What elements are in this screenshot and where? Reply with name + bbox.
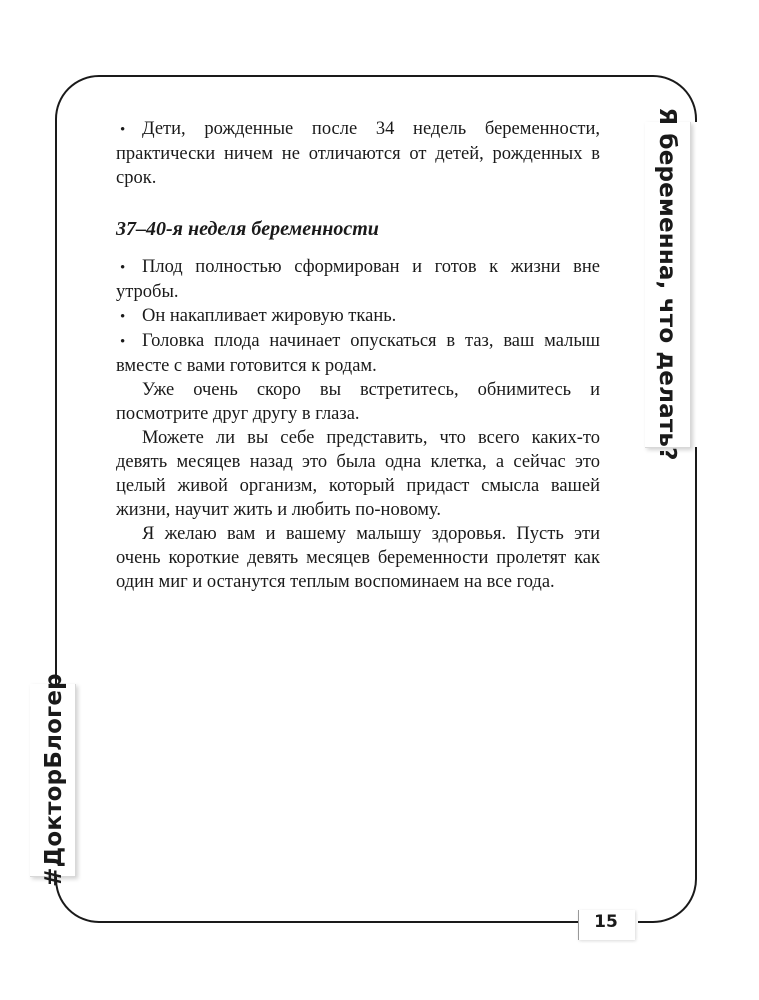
bullet-icon: • <box>120 260 126 276</box>
body-paragraph: Можете ли вы себе представить, что всего каких-то девять месяцев назад это была одна клетка, а сейчас это целый живой организм, который придаст смысла вашей жизни, научит жить и любить по-новому. <box>116 428 600 520</box>
chapter-title-vertical: Я беременна, что делать? <box>654 107 680 461</box>
list-item-text: Плод полностью сформирован и готов к жизни вне утробы. <box>116 257 600 302</box>
page-body <box>116 117 600 594</box>
body-paragraph: Уже очень скоро вы встретитесь, обнимитесь и посмотрите друг другу в глаза. <box>116 380 600 424</box>
list-item-text: Головка плода начинает опускаться в таз, ваш малыш вместе с вами готовится к родам. <box>116 331 600 376</box>
list-item-text: Дети, рожденные после 34 недель беременности, практически ничем не отличаются от детей, рожденных в срок. <box>116 119 600 188</box>
body-paragraph: Я желаю вам и вашему малышу здоровья. Пусть эти очень короткие девять месяцев беременности пролетят как один миг и останутся теплым воспоминаем на все года. <box>116 524 600 592</box>
page-number: 15 <box>594 912 618 932</box>
bullet-icon: • <box>120 309 126 325</box>
list-item <box>116 329 600 378</box>
list-item-text: Он накапливает жировую ткань. <box>142 306 397 326</box>
frame-gap-right <box>690 122 704 447</box>
bullet-icon: • <box>120 334 126 350</box>
hashtag-vertical: #ДокторБлогер <box>41 673 67 887</box>
list-item <box>116 304 600 329</box>
section-heading: 37–40-я неделя беременности <box>116 218 379 240</box>
list-item <box>116 117 600 190</box>
list-item <box>116 255 600 304</box>
bullet-icon: • <box>120 122 126 138</box>
